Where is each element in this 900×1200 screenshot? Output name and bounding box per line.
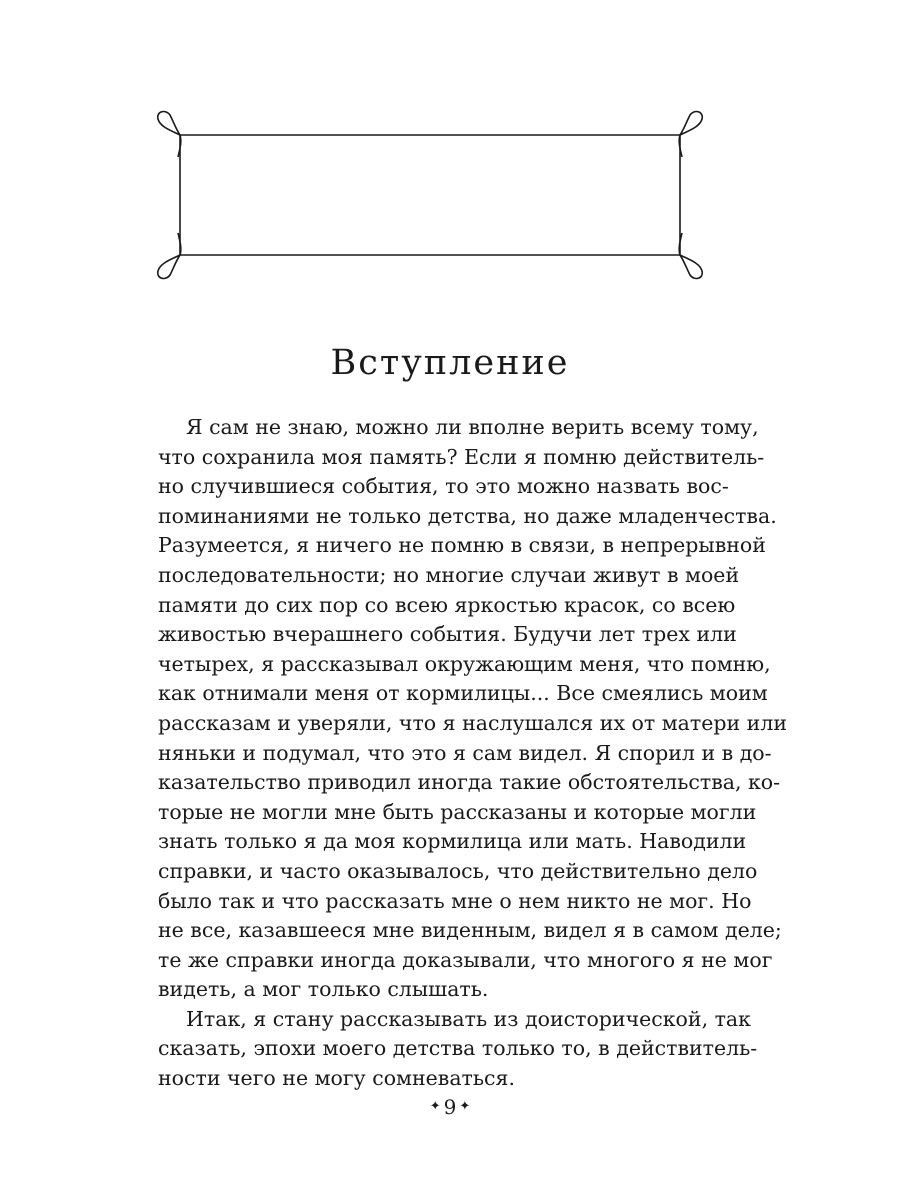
text-line: Разумеется, я ничего не помню в связи, в непрерывной: [158, 533, 766, 558]
text-line: Я сам не знаю, можно ли вполне верить всему тому,: [186, 415, 759, 439]
text-line: последовательности; но многие случаи живут в моей: [158, 562, 740, 587]
text-line: живостью вчерашнего события. Будучи лет трех или: [158, 622, 737, 647]
text-line: няньки и подумал, что это я сам видел. Я спорил и в до-: [158, 740, 772, 765]
page-number-value: 9: [443, 1095, 457, 1119]
star-ornament-icon: ✦: [429, 1098, 441, 1114]
text-line: те же справки иногда доказывали, что многого я не мог: [158, 947, 773, 972]
text-line: видеть, а мог только слышать.: [158, 977, 489, 1002]
text-line: четырех, я рассказывал окружающим меня, что помню,: [158, 651, 771, 676]
chapter-body: [158, 413, 788, 1094]
text-line: памяти до сих пор со всею яркостью красок, со всею: [158, 592, 736, 617]
frame-ornament-icon: [150, 105, 710, 285]
text-line: ности чего не могу сомневаться.: [158, 1066, 515, 1091]
text-line: но случившиеся события, то это можно назвать вос-: [158, 474, 729, 499]
text-line: Итак, я стану рассказывать из доисторической, так: [186, 1006, 751, 1031]
text-line: справки, и часто оказывалось, что действительно дело: [158, 858, 758, 883]
text-line: как отнимали меня от кормилицы... Все смеялись моим: [158, 681, 768, 706]
text-line: поминаниями не только детства, но даже младенчества.: [158, 503, 777, 528]
paragraph-2: [158, 1005, 758, 1094]
text-line: казательство приводил иногда такие обстоятельства, ко-: [158, 770, 781, 795]
paragraph-1: [158, 413, 788, 1005]
text-line: торые не могли мне быть рассказаны и которые могли: [158, 799, 757, 824]
decorative-frame: [150, 105, 710, 285]
text-line: что сохранила моя память? Если я помню действитель-: [158, 444, 765, 469]
text-line: было так и что рассказать мне о нем никто не мог. Но: [158, 888, 752, 913]
star-ornament-icon: ✦: [459, 1098, 471, 1114]
text-line: сказать, эпохи моего детства только то, в действитель-: [158, 1036, 758, 1061]
chapter-title: Вступление: [330, 343, 570, 383]
text-line: не все, казавшееся мне виденным, видел я в самом деле;: [158, 918, 782, 943]
text-line: знать только я да моя кормилица или мать. Наводили: [158, 829, 747, 854]
text-line: рассказам и уверяли, что я наслушался их от матери или: [158, 710, 788, 735]
page-number: [0, 1092, 900, 1124]
